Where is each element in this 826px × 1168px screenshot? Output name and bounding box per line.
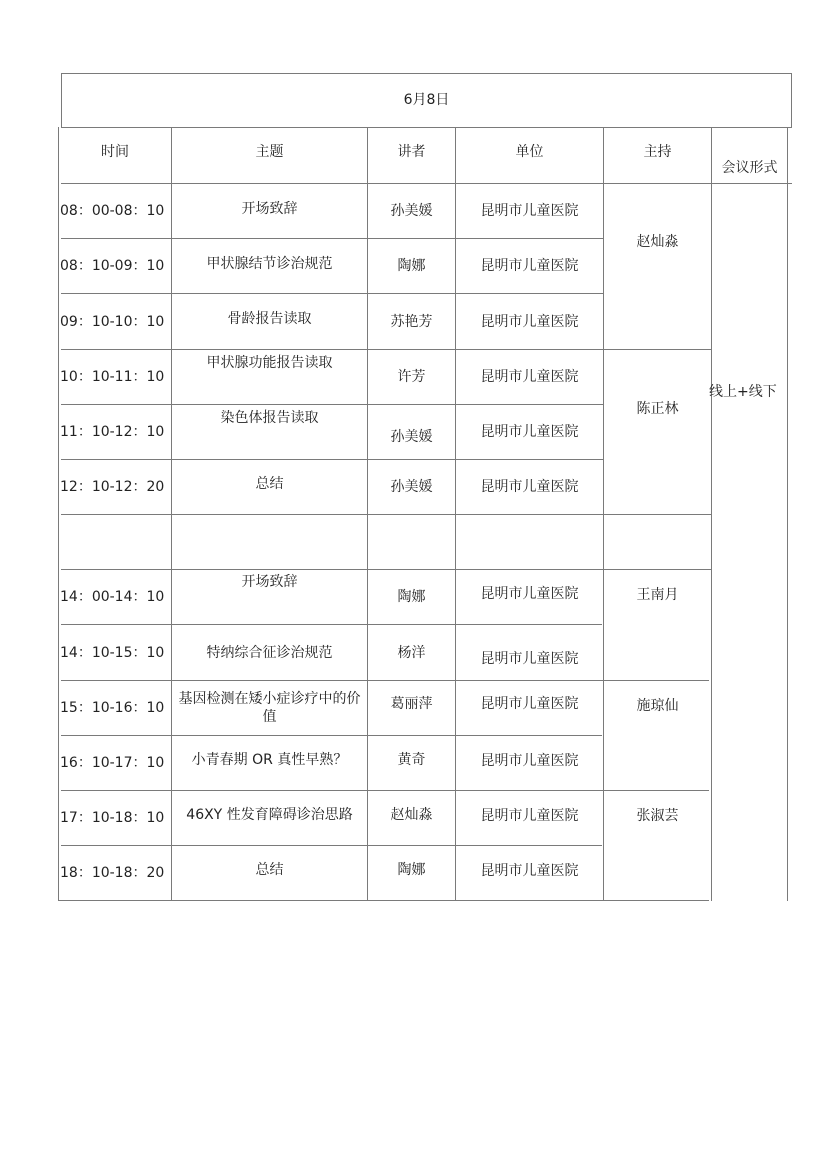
table-border-right [787,127,788,901]
cell-speaker: 杨洋 [397,644,426,661]
table-border-bottom [58,900,709,901]
cell-speaker: 赵灿淼 [390,807,433,823]
cell-topic: 骨龄报告读取 [227,311,312,327]
cell-unit: 昆明市儿童医院 [480,696,579,712]
cell-speaker: 陶娜 [397,862,426,878]
cell-speaker: 苏艳芳 [390,313,433,330]
cell-topic: 小青春期 OR 真性早熟？ [191,752,348,768]
host-cell: 张淑芸 [636,808,679,824]
cell-unit: 昆明市儿童医院 [480,586,579,602]
cell-time: 10：10-11：10 [60,369,165,385]
cell-topic: 特纳综合征诊治规范 [206,644,333,661]
cell-unit: 昆明市儿童医院 [480,808,579,824]
date-title: 6月8日 [403,92,450,108]
cell-time: 15：10-16：10 [60,700,165,716]
cell-unit: 昆明市儿童医院 [480,258,579,274]
cell-topic: 甲状腺结节诊治规范 [206,256,333,272]
cell-unit: 昆明市儿童医院 [480,651,579,667]
cell-topic: 总结 [255,862,284,878]
cell-time: 09：10-10：10 [60,313,165,330]
cell-topic: 开场致辞 [241,201,298,217]
cell-speaker: 许芳 [397,369,426,385]
header-format: 会议形式 [721,159,778,176]
header-unit: 单位 [515,144,544,160]
cell-time: 08：00-08：10 [60,203,165,219]
cell-time-empty [58,515,173,569]
cell-time: 08：10-09：10 [60,258,165,274]
host-cell: 陈正林 [636,401,679,417]
host-cell: 赵灿淼 [636,234,679,250]
col-divider [711,127,712,901]
format-cell: 线上+线下 [709,384,777,400]
cell-time: 11：10-12：10 [60,424,165,440]
header-host: 主持 [643,144,672,160]
cell-topic: 开场致辞 [241,574,298,590]
cell-speaker: 陶娜 [397,258,426,274]
cell-unit: 昆明市儿童医院 [480,203,579,219]
cell-unit: 昆明市儿童医院 [480,424,579,440]
cell-time: 14：00-14：10 [60,589,165,605]
cell-unit: 昆明市儿童医院 [480,753,579,769]
cell-topic: 甲状腺功能报告读取 [206,355,333,371]
cell-unit: 昆明市儿童医院 [480,863,579,879]
cell-time: 17：10-18：10 [60,810,165,826]
header-topic: 主题 [255,144,284,160]
cell-time: 12：10-12：20 [60,479,165,495]
cell-unit: 昆明市儿童医院 [480,313,579,330]
host-cell: 施琼仙 [636,698,679,714]
cell-time: 14：10-15：10 [60,644,165,661]
cell-topic: 染色体报告读取 [220,410,319,426]
cell-unit: 昆明市儿童医院 [480,479,579,495]
cell-speaker: 孙美媛 [390,203,433,219]
cell-time: 16：10-17：10 [60,755,165,771]
cell-topic: 46XY 性发育障碍诊治思路 [186,807,353,823]
cell-topic: 总结 [255,476,284,492]
header-time: 时间 [101,144,129,160]
cell-topic: 基因检测在矮小症诊疗中的价值 [178,691,361,725]
cell-unit: 昆明市儿童医院 [480,369,579,385]
cell-speaker: 葛丽萍 [390,696,433,712]
cell-speaker: 孙美媛 [390,479,433,495]
cell-speaker: 陶娜 [397,589,426,605]
header-speaker: 讲者 [397,144,426,160]
cell-speaker: 孙美媛 [390,429,433,445]
cell-speaker: 黄奇 [397,752,426,768]
cell-time: 18：10-18：20 [60,865,165,881]
host-cell: 王南月 [636,587,679,603]
